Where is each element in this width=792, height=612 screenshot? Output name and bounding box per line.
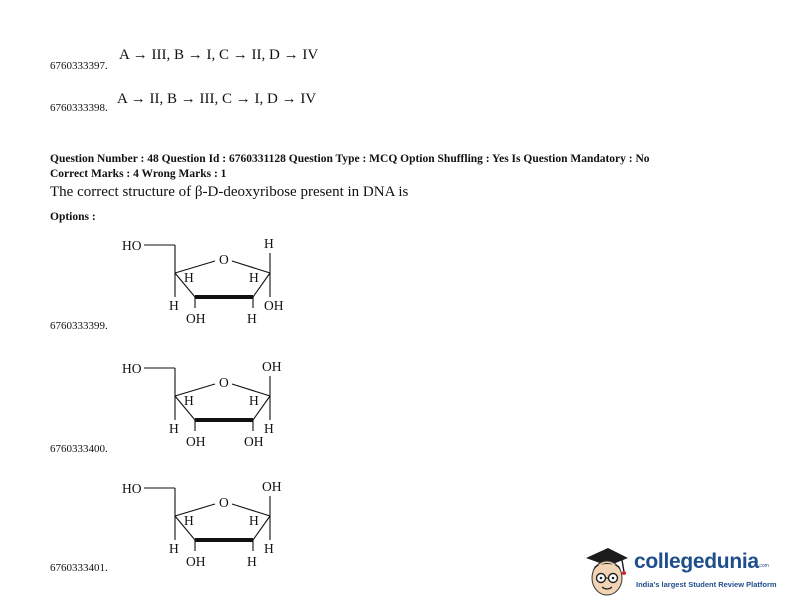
option-text-6760333398: A → II, B → III, C → I, D → IV [117,91,317,107]
c2-bottom-group: OH [244,434,264,449]
structure-option-2 [110,353,310,453]
c1-bottom-group: OH [264,298,284,313]
c3-bottom-group: OH [186,554,206,569]
option-id-6760333397: 6760333397. [50,60,108,72]
c1-top-group: OH [262,479,282,494]
ring-oxygen: O [219,495,229,510]
c4-inner-h: H [184,270,194,285]
question-text: The correct structure of β-D-deoxyribose present in DNA is [50,184,409,200]
c1-bottom-group: H [264,541,274,556]
ho-label: HO [122,238,142,253]
ho-label: HO [122,481,142,496]
ho-label: HO [122,361,142,376]
option-id-6760333401: 6760333401. [50,562,108,574]
c4-bottom-h: H [169,421,179,436]
structure-option-3 [110,473,310,573]
c3-bottom-group: OH [186,311,206,326]
c2-bottom-group: H [247,554,257,569]
c1-top-group: H [264,236,274,251]
c1-inner-h: H [249,270,259,285]
student-mascot-icon [582,542,632,602]
brand-tagline: India's largest Student Review Platform [636,580,777,589]
c2-bottom-group: H [247,311,257,326]
c1-top-group: OH [262,359,282,374]
collegedunia-logo [582,542,782,604]
option-id-6760333399: 6760333399. [50,320,108,332]
brand-domain-suffix: .com [758,563,769,569]
brand-name: collegedunia [634,550,759,573]
c4-bottom-h: H [169,541,179,556]
c4-inner-h: H [184,513,194,528]
ring-oxygen: O [219,252,229,267]
option-id-6760333398: 6760333398. [50,102,108,114]
ring-oxygen: O [219,375,229,390]
options-label: Options : [50,211,96,223]
question-meta-line2: Correct Marks : 4 Wrong Marks : 1 [50,168,227,180]
question-meta-line1: Question Number : 48 Question Id : 6760331128 Question Type : MCQ Option Shuffling : Yes Is Question Mandatory : No [50,153,650,165]
c1-inner-h: H [249,393,259,408]
option-id-6760333400: 6760333400. [50,443,108,455]
structure-option-1 [110,230,310,330]
c4-bottom-h: H [169,298,179,313]
option-text-6760333397: A → III, B → I, C → II, D → IV [119,47,319,63]
c4-inner-h: H [184,393,194,408]
c1-inner-h: H [249,513,259,528]
c3-bottom-group: OH [186,434,206,449]
c1-bottom-group: H [264,421,274,436]
